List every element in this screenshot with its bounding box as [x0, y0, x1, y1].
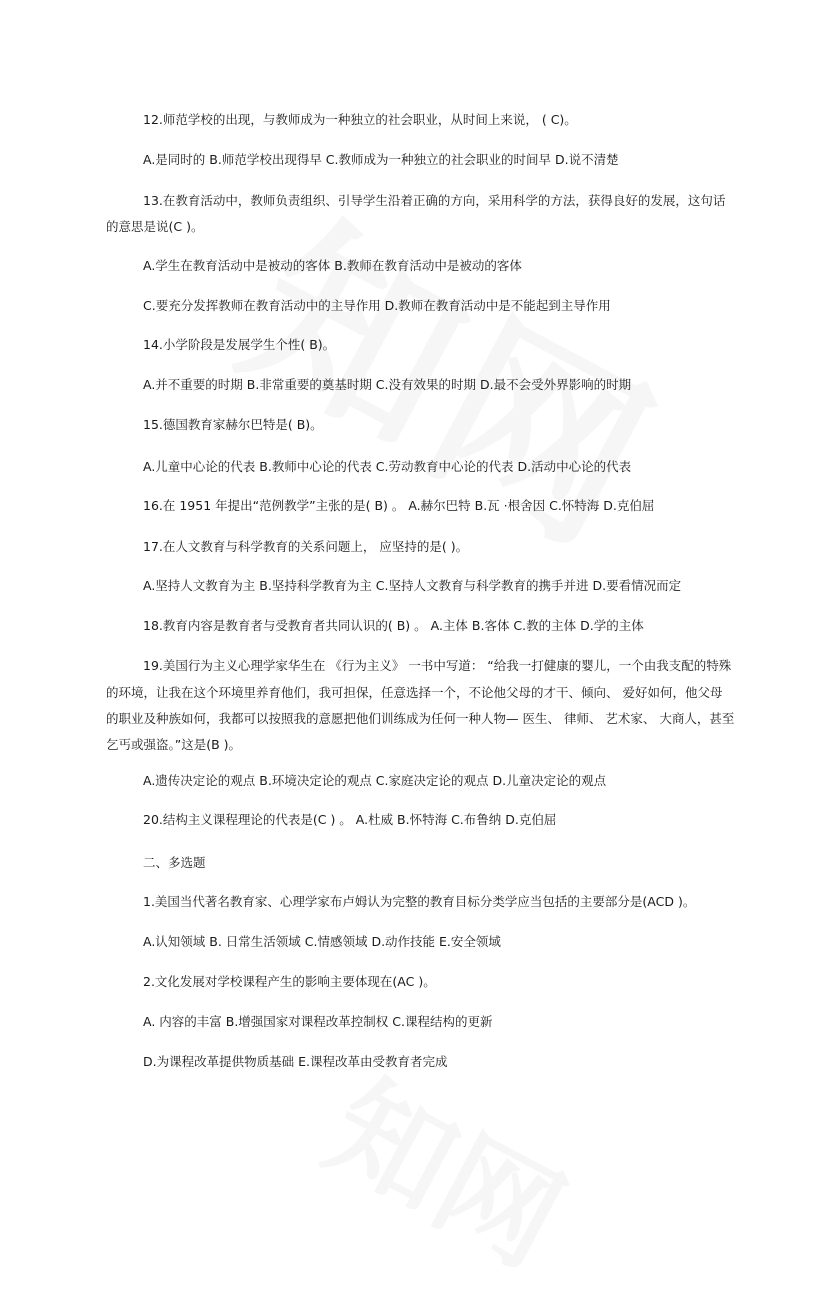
question-15-stem: 15.德国教育家赫尔巴特是( B)。 [143, 417, 323, 432]
question-16-stem: 16.在 1951 年提出“范例教学”主张的是( B) 。 A.赫尔巴特 B.瓦 ·根舍因 C.怀特海 D.克伯屈 [143, 498, 655, 513]
question-14-stem: 14.小学阶段是发展学生个性( B)。 [143, 337, 336, 352]
section-title-multiple-choice: 二、多选题 [143, 855, 206, 870]
question-20-stem: 20.结构主义课程理论的代表是(C ) 。 A.杜威 B.怀特海 C.布鲁纳 D.克伯屈 [143, 812, 557, 827]
question-13-stem-line1: 13.在教育活动中，教师负责组织、引导学生沿着正确的方向，采用科学的方法，获得良好的发展，这句话 [143, 193, 726, 208]
question-19-stem-line3: 的职业及种族如何，我都可以按照我的意愿把他们训练成为任何一种人物— 医生、 律师、 艺术家、 大商人，甚至 [106, 711, 735, 726]
question-13-options-line1: A.学生在教育活动中是被动的客体 B.教师在教育活动中是被动的客体 [143, 258, 522, 273]
question-13-options-line2: C.要充分发挥教师在教育活动中的主导作用 D.教师在教育活动中是不能起到主导作用 [143, 298, 611, 313]
multi-question-1-stem: 1.美国当代著名教育家、心理学家布卢姆认为完整的教育目标分类学应当包括的主要部分是(ACD )。 [143, 894, 696, 909]
question-17-stem: 17.在人文教育与科学教育的关系问题上， 应坚持的是( )。 [143, 539, 469, 554]
question-18-stem: 18.教育内容是教育者与受教育者共同认识的( B) 。 A.主体 B.客体 C.教的主体 D.学的主体 [143, 618, 644, 633]
question-19-stem-line4: 乞丐或强盗。”这是(B )。 [106, 737, 242, 752]
question-19-stem-line2: 的环境，让我在这个环境里养育他们，我可担保，任意选择一个，不论他父母的才干、倾向、 爱好如何，他父母 [106, 685, 723, 700]
question-13-stem-line2: 的意思是说(C )。 [106, 219, 204, 234]
question-19-options: A.遗传决定论的观点 B.环境决定论的观点 C.家庭决定论的观点 D.儿童决定论的观点 [143, 773, 607, 788]
multi-question-2-options-line1: A. 内容的丰富 B.增强国家对课程改革控制权 C.课程结构的更新 [143, 1014, 493, 1029]
question-15-options: A.儿童中心论的代表 B.教师中心论的代表 C.劳动教育中心论的代表 D.活动中心论的代表 [143, 459, 632, 474]
multi-question-2-stem: 2.文化发展对学校课程产生的影响主要体现在(AC )。 [143, 974, 436, 989]
multi-question-2-options-line2: D.为课程改革提供物质基础 E.课程改革由受教育者完成 [143, 1054, 448, 1069]
question-19-stem-line1: 19.美国行为主义心理学家华生在 《行为主义》 一书中写道： “给我一打健康的婴儿，一个由我支配的特殊 [143, 658, 732, 673]
question-17-options: A.坚持人文教育为主 B.坚持科学教育为主 C.坚持人文教育与科学教育的携手并进 D.要看情况而定 [143, 578, 682, 593]
watermark-bottom [304, 1034, 597, 1298]
question-14-options: A.并不重要的时期 B.非常重要的奠基时期 C.没有效果的时期 D.最不会受外界影响的时期 [143, 377, 632, 392]
question-12-options: A.是同时的 B.师范学校出现得早 C.教师成为一种独立的社会职业的时间早 D.说不清楚 [143, 152, 619, 167]
question-12-stem: 12.师范学校的出现，与教师成为一种独立的社会职业，从时间上来说， ( C)。 [143, 112, 577, 127]
multi-question-1-options: A.认知领域 B. 日常生活领域 C.情感领域 D.动作技能 E.安全领域 [143, 934, 501, 949]
